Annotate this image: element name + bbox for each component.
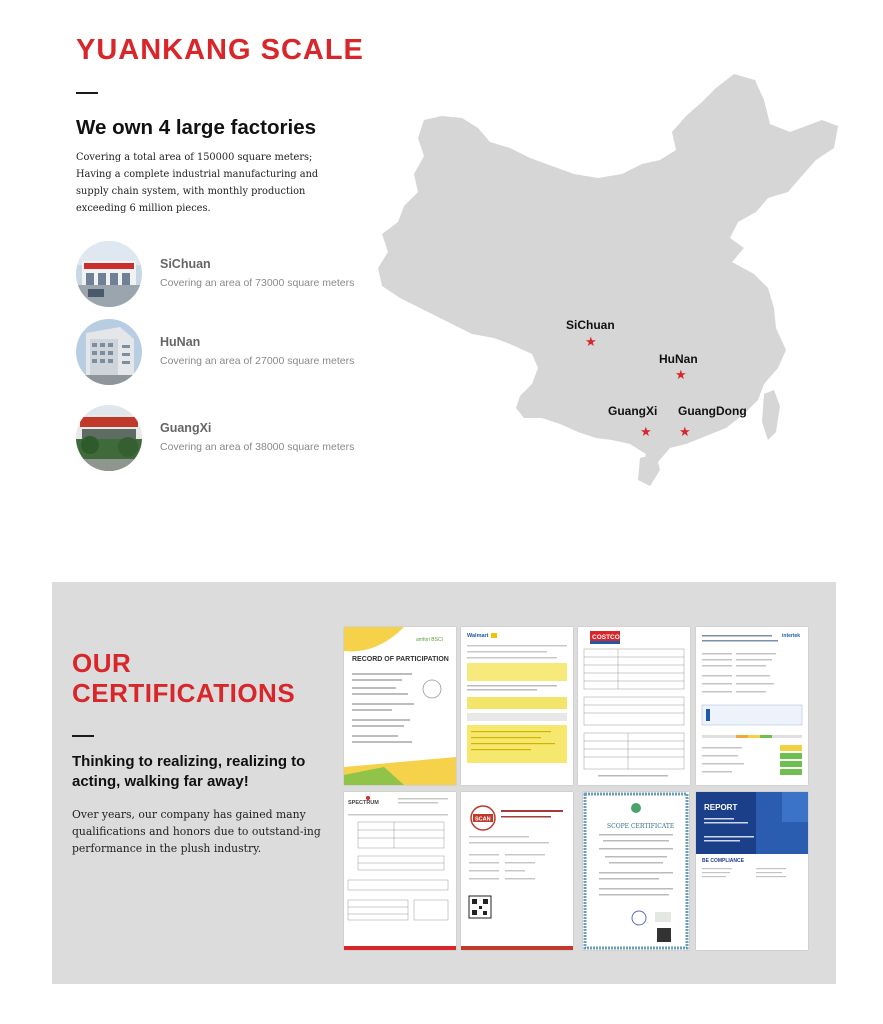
factory-item-guangxi xyxy=(76,405,376,471)
factory-name: HuNan xyxy=(160,335,201,349)
certificate-brand: Walmart xyxy=(467,633,489,639)
factory-item-hunan xyxy=(76,319,376,385)
certificate-heading: RECORD OF PARTICIPATION xyxy=(352,656,449,663)
factory-name: SiChuan xyxy=(160,257,211,271)
china-map-shape xyxy=(360,62,850,492)
map-star-hunan-icon: ★ xyxy=(675,367,687,382)
certificate-scan[interactable] xyxy=(461,792,573,950)
map-label-sichuan: SiChuan xyxy=(566,318,615,332)
map-star-guangdong-icon: ★ xyxy=(679,424,691,439)
certificate-amfori[interactable] xyxy=(344,627,456,785)
certifications-divider xyxy=(72,735,94,737)
certificate-brand: amfori BSCI xyxy=(416,637,443,643)
certifications-description: Over years, our company has gained many qualifications and honors due to outstand-ing performance in the plush industry. xyxy=(72,808,321,855)
certificate-brand: intertek xyxy=(782,633,801,639)
certificate-scope[interactable] xyxy=(583,792,689,950)
certificate-costco[interactable] xyxy=(578,627,690,785)
certificate-spectrum[interactable] xyxy=(344,792,456,950)
factory-area: Covering an area of 38000 square meters xyxy=(160,441,355,453)
factory-area: Covering an area of 73000 square meters xyxy=(160,277,355,289)
factory-photo-sichuan xyxy=(76,241,142,307)
section-title: YUANKANG SCALE xyxy=(76,34,364,66)
certificate-report[interactable] xyxy=(696,792,808,950)
certificate-brand: SCAN xyxy=(475,816,491,823)
certificate-brand: SPECTRUM xyxy=(348,800,379,806)
certifications-title-line2: CERTIFICATIONS xyxy=(72,678,296,708)
map-label-guangxi: GuangXi xyxy=(608,404,658,418)
certificate-brand: COSTCO xyxy=(592,634,620,641)
certifications-title xyxy=(72,648,295,708)
certificate-intertek[interactable] xyxy=(696,627,808,785)
factory-area: Covering an area of 27000 square meters xyxy=(160,355,355,367)
factory-item-sichuan xyxy=(76,241,376,307)
certificate-brand: BE COMPLIANCE xyxy=(702,858,744,864)
factory-photo-guangxi xyxy=(76,405,142,471)
certificate-walmart[interactable] xyxy=(461,627,573,785)
map-star-sichuan-icon: ★ xyxy=(585,334,597,349)
factories-description: Covering a total area of 150000 square meters; Having a complete industrial manufacturing and supply chain system, with monthly production exceeding 6 million pieces. xyxy=(76,152,319,214)
map-star-guangxi-icon: ★ xyxy=(640,424,652,439)
certifications-subtitle: Thinking to realizing, realizing to acting, walking far away! xyxy=(72,753,306,790)
factories-heading: We own 4 large factories xyxy=(76,116,317,139)
title-divider xyxy=(76,92,98,94)
certificate-heading: SCOPE CERTIFICATE xyxy=(607,823,675,830)
factory-photo-hunan xyxy=(76,319,142,385)
map-label-hunan: HuNan xyxy=(659,352,698,366)
certificate-heading: REPORT xyxy=(704,803,738,812)
china-map xyxy=(360,62,850,492)
certifications-title-line1: OUR xyxy=(72,648,132,678)
map-label-guangdong: GuangDong xyxy=(678,404,747,418)
factory-name: GuangXi xyxy=(160,421,212,435)
